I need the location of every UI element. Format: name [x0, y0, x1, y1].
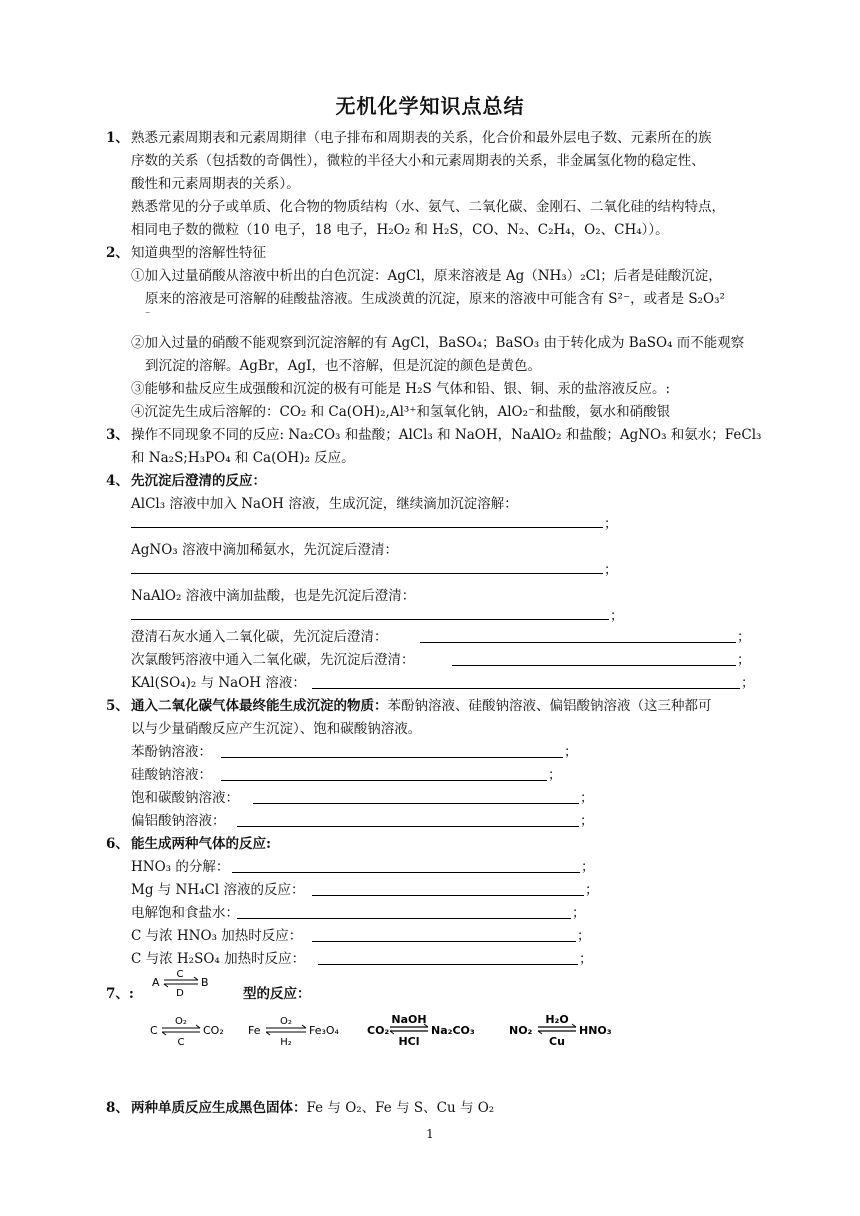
text-line: 操作不同现象不同的反应: Na₂CO₃ 和盐酸；AlCl₃ 和 NaOH，NaAlO₂ 和盐酸；AgNO₃ 和氨水；FeCl₃: [131, 427, 762, 443]
answer-blank[interactable]: [318, 964, 578, 965]
semicolon: ；: [610, 608, 624, 624]
semicolon: ；: [577, 928, 591, 944]
text-line: [131, 1098, 494, 1118]
answer-blank[interactable]: [312, 895, 584, 896]
section-number: 8、: [106, 1100, 129, 1116]
list-item: ①加入过量硝酸从溶液中析出的白色沉淀：AgCl，原来溶液是 Ag（NH₃）₂Cl；后者是硅酸沉淀，: [131, 268, 722, 284]
question-text: 次氯酸钙溶液中通入二氧化碳，先沉淀后澄清：: [131, 652, 415, 668]
semicolon: ；: [564, 744, 578, 760]
eq-top-label: O₂: [175, 1016, 187, 1027]
eq-left-label: Fe: [248, 1024, 261, 1037]
eq-bottom-label: C: [177, 1037, 185, 1048]
semicolon: ；: [548, 767, 562, 783]
text-line: 和 Na₂S;H₃PO₄ 和 Ca(OH)₂ 反应。: [131, 450, 355, 466]
eq-bottom-label: Cu: [549, 1035, 565, 1048]
semicolon: ；: [585, 882, 599, 898]
list-item: ④沉淀先生成后溶解的：CO₂ 和 Ca(OH)₂,Al³⁺和氢氧化钠，AlO₂⁻和盐酸，氨水和硝酸银: [131, 404, 671, 420]
question-text: AlCl₃ 溶液中加入 NaOH 溶液，生成沉淀，继续滴加沉淀溶解：: [131, 496, 518, 512]
section-number: 5、: [106, 698, 129, 714]
question-text: C 与浓 HNO₃ 加热时反应：: [131, 928, 303, 944]
eq-bottom-label: H₂: [280, 1037, 292, 1048]
section-number: 6、: [106, 836, 129, 852]
answer-blank[interactable]: [221, 757, 563, 758]
page-title: 无机化学知识点总结: [335, 94, 525, 118]
equation-no2-hno3: [506, 1010, 616, 1048]
section-heading: 型的反应：: [243, 986, 311, 1002]
list-item: ③能够和盐反应生成强酸和沉淀的极有可能是 H₂S 气体和铅、银、铜、汞的盐溶液反应。:: [131, 381, 671, 397]
section-heading: 通入二氧化碳气体最终能生成沉淀的物质：: [131, 698, 388, 714]
answer-blank[interactable]: [253, 803, 579, 804]
question-text: AgNO₃ 溶液中滴加稀氨水，先沉淀后澄清：: [131, 542, 398, 558]
text-line: 序数的关系（包括数的奇偶性），微粒的半径大小和元素周期表的关系，非金属氢化物的稳定性、: [131, 153, 705, 169]
equation-fe-fe3o4: [244, 1012, 352, 1048]
question-text: HNO₃ 的分解：: [131, 859, 230, 875]
semicolon: ；: [580, 813, 594, 829]
eq-top-label: H₂O: [545, 1013, 569, 1026]
eq-left-label: C: [150, 1024, 158, 1037]
generic-top-label: C: [176, 969, 184, 980]
question-text: Mg 与 NH₄Cl 溶液的反应：: [131, 882, 305, 898]
equation-c-co2: [146, 1012, 230, 1048]
question-text: 电解饱和食盐水：: [131, 905, 239, 921]
generic-reversible-arrow-diagram: [148, 966, 212, 998]
semicolon: ；: [604, 516, 618, 532]
page-number: 1: [426, 1127, 434, 1141]
equation-co2-na2co3: [364, 1010, 484, 1048]
section-number: 1、: [106, 130, 129, 146]
answer-blank[interactable]: [131, 527, 603, 528]
question-text: KAl(SO₄)₂ 与 NaOH 溶液：: [131, 675, 306, 691]
eq-top-label: NaOH: [391, 1013, 427, 1026]
eq-left-label: NO₂: [509, 1024, 533, 1037]
eq-right-label: Na₂CO₃: [431, 1024, 475, 1037]
text-line: 原来的溶液是可溶解的硅酸盐溶液。生成淡黄的沉淀，原来的溶液中可能含有 S²⁻，或者是 S₂O₃²: [145, 291, 725, 307]
eq-right-label: Fe₃O₄: [309, 1024, 339, 1037]
answer-blank[interactable]: [131, 619, 609, 620]
answer-blank[interactable]: [312, 941, 576, 942]
question-text: 饱和碳酸钠溶液：: [131, 790, 239, 806]
question-text: 苯酚钠溶液：: [131, 744, 212, 760]
section-heading: 能生成两种气体的反应:: [131, 836, 271, 852]
answer-blank[interactable]: [452, 665, 736, 666]
answer-blank[interactable]: [237, 918, 571, 919]
generic-right-label: B: [201, 976, 209, 989]
text-line: 相同电子数的微粒（10 电子，18 电子，H₂O₂ 和 H₂S，CO、N₂、C₂H₄，O₂、CH₄））。: [131, 222, 669, 238]
eq-right-label: CO₂: [203, 1024, 224, 1037]
semicolon: ；: [572, 905, 586, 921]
section-heading: 两种单质反应生成黑色固体：: [131, 1100, 307, 1116]
eq-right-label: HNO₃: [579, 1024, 612, 1037]
list-item: ②加入过量的硝酸不能观察到沉淀溶解的有 AgCl，BaSO₄；BaSO₃ 由于转化成为 BaSO₄ 而不能观察: [131, 335, 745, 351]
semicolon: ；: [737, 652, 751, 668]
semicolon: ；: [579, 951, 593, 967]
section-number: 2、: [106, 245, 129, 261]
answer-blank[interactable]: [312, 688, 740, 689]
text-line: [131, 696, 712, 716]
text-line: ⁻: [145, 310, 151, 321]
eq-top-label: O₂: [280, 1016, 292, 1027]
text-line: 酸性和元素周期表的关系）。: [131, 176, 300, 192]
text-line: 到沉淀的溶解。AgBr，AgI，也不溶解，但是沉淀的颜色是黄色。: [145, 358, 541, 374]
section-text: 苯酚钠溶液、硅酸钠溶液、偏铝酸钠溶液（这三种都可: [387, 698, 712, 714]
answer-blank[interactable]: [232, 872, 580, 873]
text-line: 熟悉元素周期表和元素周期律（电子排布和周期表的关系，化合价和最外层电子数、元素所在的族: [131, 130, 712, 146]
section-number: 3、: [106, 427, 129, 443]
question-text: C 与浓 H₂SO₄ 加热时反应：: [131, 951, 306, 967]
answer-blank[interactable]: [221, 780, 547, 781]
generic-left-label: A: [152, 976, 160, 989]
answer-blank[interactable]: [420, 642, 736, 643]
semicolon: ；: [737, 629, 751, 645]
semicolon: ；: [604, 562, 618, 578]
section-number: 7、:: [106, 986, 134, 1002]
question-text: 硅酸钠溶液：: [131, 767, 212, 783]
generic-bottom-label: D: [176, 988, 184, 998]
semicolon: ；: [580, 790, 594, 806]
semicolon: ；: [741, 675, 755, 691]
eq-left-label: CO₂: [367, 1024, 390, 1037]
section-heading: 知道典型的溶解性特征: [131, 245, 266, 261]
question-text: 偏铝酸钠溶液：: [131, 813, 226, 829]
question-text: 澄清石灰水通入二氧化碳，先沉淀后澄清：: [131, 629, 388, 645]
question-text: NaAlO₂ 溶液中滴加盐酸，也是先沉淀后澄清：: [131, 588, 416, 604]
answer-blank[interactable]: [237, 826, 579, 827]
eq-bottom-label: HCl: [398, 1035, 420, 1048]
section-heading: 先沉淀后澄清的反应：: [131, 473, 266, 489]
section-text: Fe 与 O₂、Fe 与 S、Cu 与 O₂: [306, 1100, 495, 1116]
text-line: 以与少量硝酸反应产生沉淀）、饱和碳酸钠溶液。: [131, 721, 422, 737]
section-number: 4、: [106, 473, 129, 489]
semicolon: ；: [581, 859, 595, 875]
answer-blank[interactable]: [131, 573, 603, 574]
text-line: 熟悉常见的分子或单质、化合物的物质结构（水、氨气、二氧化碳、金刚石、二氧化硅的结构特点，: [131, 199, 725, 215]
